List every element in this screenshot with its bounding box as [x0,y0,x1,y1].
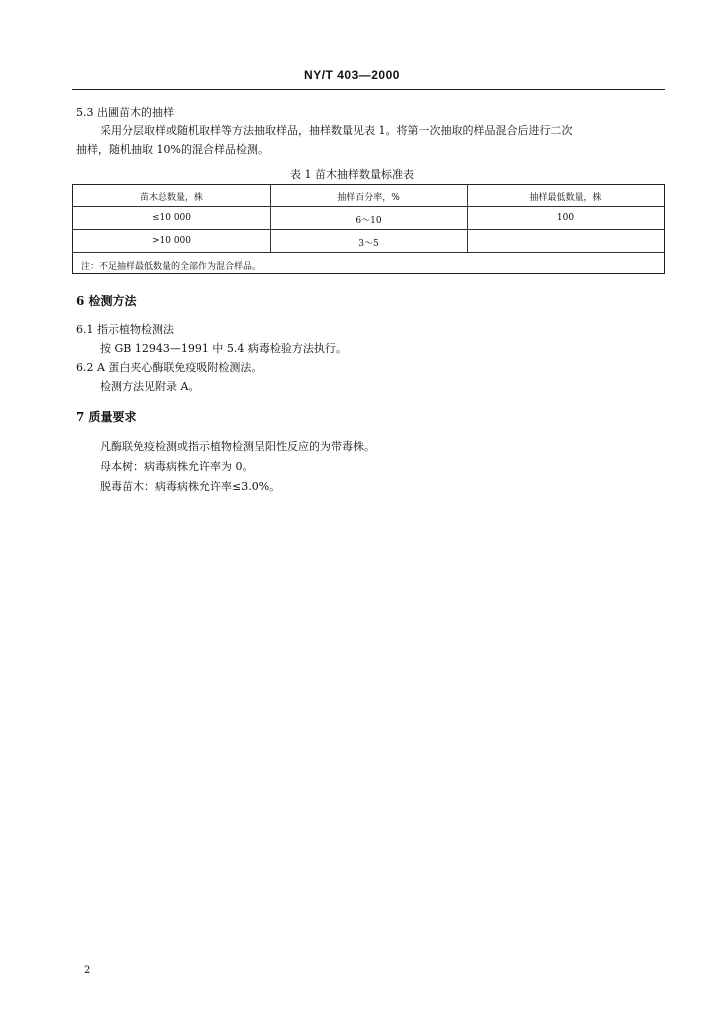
section-7-line-3: 脱毒苗木：病毒病株允许率≤3.0%。 [100,480,281,493]
section-6-2-text: 检测方法见附录 A。 [100,380,200,393]
page-number: 2 [84,965,91,976]
table-cell: ≤10 000 [151,213,192,223]
section-7-line-1: 凡酶联免疫检测或指示植物检测呈阳性反应的为带毒株。 [100,440,375,453]
section-5-3-heading: 5.3 出圃苗木的抽样 [76,106,174,119]
table-header-divider [73,206,664,207]
table-header-sampling-percentage: 抽样百分率，% [337,193,400,203]
table-cell: 3～5 [358,239,379,249]
sampling-table [72,184,665,274]
header-rule [72,89,665,90]
section-7-line-2: 母本树：病毒病株允许率为 0。 [100,460,254,473]
section-7-heading: 7 质量要求 [76,410,137,424]
table-header-total-quantity: 苗木总数量，株 [139,193,203,203]
table-row-divider [73,229,664,230]
table-cell: >10 000 [151,236,192,246]
table-note-divider [73,252,664,253]
table-note: 注：不足抽样最低数量的全部作为混合样品。 [81,262,262,272]
table-header-minimum-quantity: 抽样最低数量，株 [529,193,602,203]
table-cell: 100 [556,213,575,223]
section-6-1-heading: 6.1 指示植物检测法 [76,323,174,336]
section-6-2-heading: 6.2 A 蛋白夹心酶联免疫吸附检测法。 [76,361,263,374]
section-6-heading: 6 检测方法 [76,294,137,308]
section-5-3-paragraph-line-1: 采用分层取样或随机取样等方法抽取样品，抽样数量见表 1。将第一次抽取的样品混合后进行二次 [100,124,573,137]
section-6-1-text: 按 GB 12943—1991 中 5.4 病毒检验方法执行。 [100,342,347,355]
document-number-header: NY/T 403—2000 [304,68,400,82]
table-1-caption: 表 1 苗木抽样数量标准表 [290,168,414,181]
table-cell: 6～10 [355,216,382,226]
section-5-3-paragraph-line-2: 抽样，随机抽取 10%的混合样品检测。 [76,143,269,156]
